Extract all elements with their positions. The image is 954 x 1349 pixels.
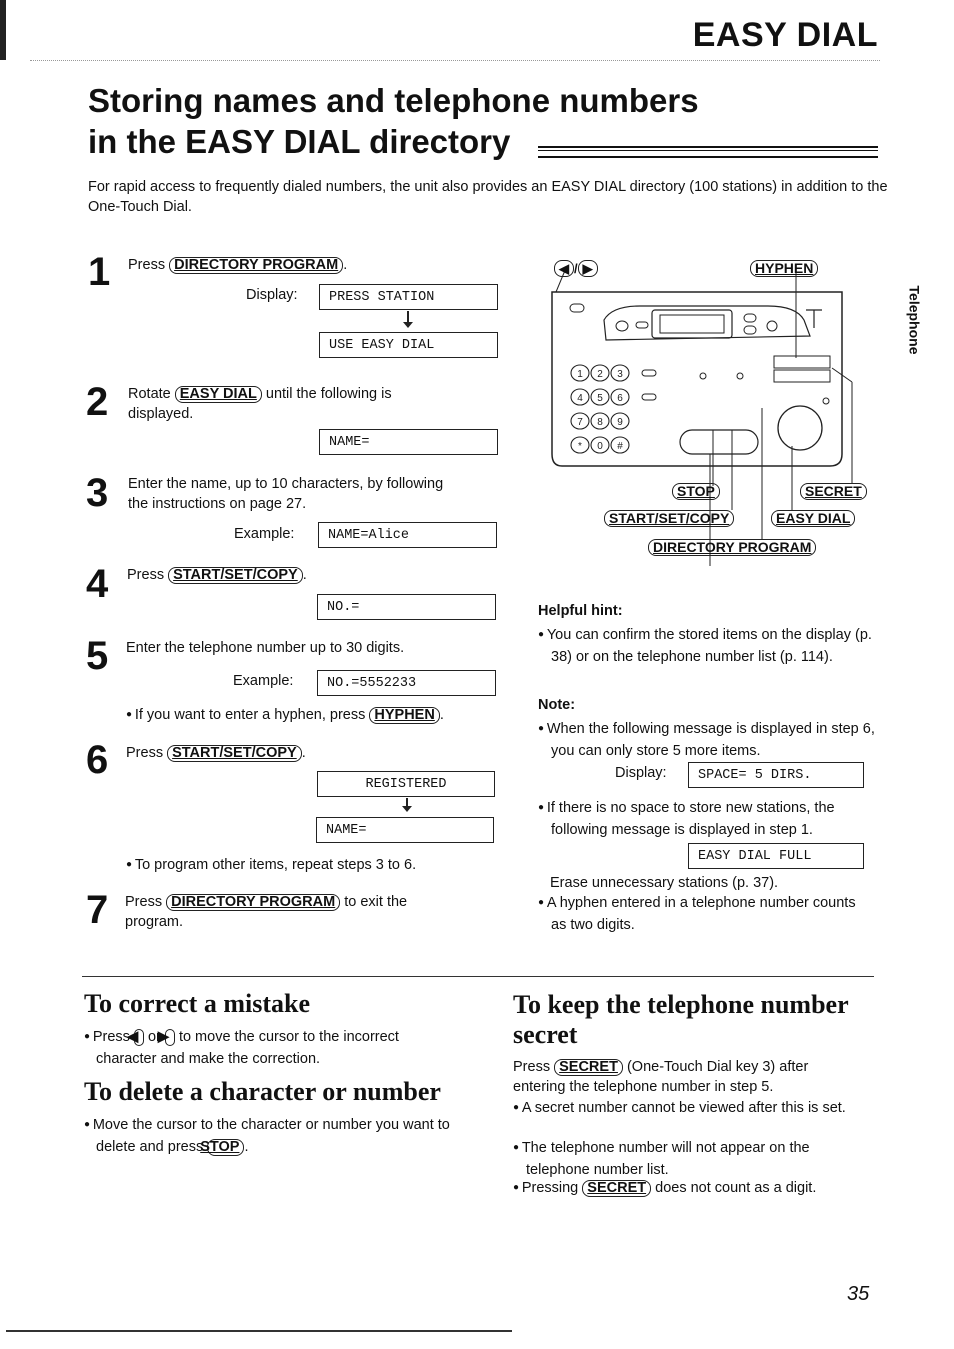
start-set-copy-key: START/SET/COPY — [168, 567, 303, 584]
header-rule — [30, 60, 880, 61]
bullet-item: ● The telephone number will not appear on the telephone number list. — [513, 1138, 876, 1180]
keypad-key — [611, 437, 629, 453]
hyphen-key: HYPHEN — [369, 707, 439, 724]
step-text: Press DIRECTORY PROGRAM to exit the program. — [125, 894, 408, 930]
stop-key: STOP — [207, 1139, 244, 1156]
step-text: Press DIRECTORY PROGRAM . — [128, 257, 348, 273]
callout-secret: SECRET — [800, 483, 867, 500]
bullet-item: ● A hyphen entered in a telephone number counts as two digits. — [538, 893, 866, 935]
side-tab: Telephone — [906, 285, 923, 355]
keypad — [571, 365, 629, 453]
start-set-copy-key: START/SET/COPY — [167, 745, 302, 762]
lcd-display: EASY DIAL FULL — [688, 843, 864, 869]
step-number: 7 — [86, 888, 109, 932]
svg-text:3: 3 — [617, 369, 623, 380]
keypad-key — [611, 389, 629, 405]
svg-text:2: 2 — [597, 369, 603, 380]
directory-program-key: DIRECTORY PROGRAM — [166, 894, 340, 911]
callout-easy-dial: EASY DIAL — [771, 510, 855, 527]
lcd-display: SPACE= 5 DIRS. — [688, 762, 864, 788]
delete-heading: To delete a character or number — [84, 1077, 441, 1106]
callout-stop: STOP — [672, 483, 720, 500]
keypad-key — [591, 413, 609, 429]
bullet-item: ● Pressing SECRET does not count as a digit. — [513, 1178, 873, 1200]
step-number: 1 — [88, 250, 111, 294]
display-label: Display: — [246, 287, 298, 303]
lcd-display: NAME= — [316, 817, 494, 843]
svg-text:9: 9 — [617, 417, 623, 428]
secret-heading: To keep the telephone number secret — [513, 990, 849, 1049]
svg-text:5: 5 — [597, 393, 603, 404]
lcd-display: NO.=5552233 — [317, 670, 496, 696]
lcd-display: NAME= — [319, 429, 498, 455]
bullet-item: ● You can confirm the stored items on the display (p. 38) or on the telephone number list (p. 114). — [538, 625, 881, 667]
left-right-arrow-keys-icon: ◀ / ▶ — [554, 260, 598, 277]
bullet-item: ● Move the cursor to the character or number you want to delete and press STOP . — [84, 1115, 461, 1157]
display-label: Display: — [615, 765, 667, 781]
keypad-key — [571, 413, 589, 429]
bottom-rule — [6, 1330, 512, 1332]
step-text: Enter the name, up to 10 characters, by following the instructions on page 27. — [128, 476, 444, 512]
callout-start-set-copy: START/SET/COPY — [604, 510, 734, 527]
keypad-key — [571, 365, 589, 381]
step-number: 2 — [86, 380, 109, 424]
svg-text:6: 6 — [617, 393, 623, 404]
svg-text:1: 1 — [577, 369, 583, 380]
secret-text: Press SECRET (One-Touch Dial key 3) after entering the telephone number in step 5. — [513, 1059, 809, 1095]
directory-program-key: DIRECTORY PROGRAM — [169, 257, 343, 274]
secret-key: SECRET — [554, 1059, 623, 1076]
margin-bar — [0, 0, 6, 60]
page-number: 35 — [847, 1283, 870, 1305]
page-title: Storing names and telephone numbers in the EASY DIAL directory — [88, 82, 699, 160]
svg-text:*: * — [578, 441, 582, 452]
svg-text:#: # — [617, 441, 623, 452]
step-number: 4 — [86, 562, 109, 606]
note-heading: Note: — [538, 697, 576, 713]
lcd-display: USE EASY DIAL — [319, 332, 498, 358]
keypad-key — [571, 437, 589, 453]
lcd-display: NAME=Alice — [318, 522, 497, 548]
svg-text:8: 8 — [597, 417, 603, 428]
step-number: 5 — [86, 634, 109, 678]
keypad-key — [591, 389, 609, 405]
bullet-item: ● Press ◀ or ▶ to move the cursor to the incorrect character and make the correction. — [84, 1027, 441, 1069]
correct-heading: To correct a mistake — [84, 989, 311, 1018]
callout-directory-program: DIRECTORY PROGRAM — [648, 539, 816, 556]
svg-text:4: 4 — [577, 393, 583, 404]
example-label: Example: — [233, 673, 294, 689]
step-text: Press START/SET/COPY . — [127, 567, 307, 583]
keypad-key — [611, 365, 629, 381]
arrow — [406, 798, 408, 810]
lcd-display: PRESS STATION — [319, 284, 498, 310]
lcd-display: REGISTERED — [317, 771, 495, 797]
helpful-hint-heading: Helpful hint: — [538, 603, 623, 619]
bullet-item: ● If there is no space to store new stations, the following message is displayed in step 1. — [538, 798, 886, 840]
fax-unit-diagram — [548, 258, 878, 568]
step-text: Press START/SET/COPY . — [126, 745, 306, 761]
title-rule — [538, 146, 878, 158]
easy-dial-key: EASY DIAL — [175, 386, 262, 403]
bullet-item: ● If you want to enter a hyphen, press HYPHEN . — [126, 705, 444, 727]
keypad-key — [611, 413, 629, 429]
right-arrow-key-icon: ▶ — [165, 1029, 175, 1046]
keypad-key — [571, 389, 589, 405]
lcd-display: NO.= — [317, 594, 496, 620]
note-text: Erase unnecessary stations (p. 37). — [550, 875, 779, 891]
svg-text:0: 0 — [597, 441, 603, 452]
step-number: 3 — [86, 471, 109, 515]
bullet-item: ● To program other items, repeat steps 3 to 6. — [126, 855, 416, 877]
step-text: Enter the telephone number up to 30 digits. — [126, 640, 405, 656]
step-text: Rotate EASY DIAL until the following is displayed. — [128, 386, 392, 422]
bullet-item: ● When the following message is displayed in step 6, you can only store 5 more items. — [538, 719, 886, 761]
section-header: EASY DIAL — [692, 16, 878, 54]
arrow — [407, 311, 409, 326]
bullet-item: ● A secret number cannot be viewed after this is set. — [513, 1098, 876, 1120]
keypad-key — [591, 437, 609, 453]
secret-key: SECRET — [582, 1180, 651, 1197]
svg-text:7: 7 — [577, 417, 583, 428]
keypad-key — [591, 365, 609, 381]
section-separator — [82, 976, 874, 977]
left-arrow-key-icon: ◀ — [134, 1029, 144, 1046]
intro-text: For rapid access to frequently dialed numbers, the unit also provides an EASY DIAL directory (100 stations) in addition to the One-Touch Dial. — [88, 179, 888, 215]
step-number: 6 — [86, 738, 109, 782]
callout-hyphen: HYPHEN — [750, 260, 818, 277]
example-label: Example: — [234, 526, 295, 542]
